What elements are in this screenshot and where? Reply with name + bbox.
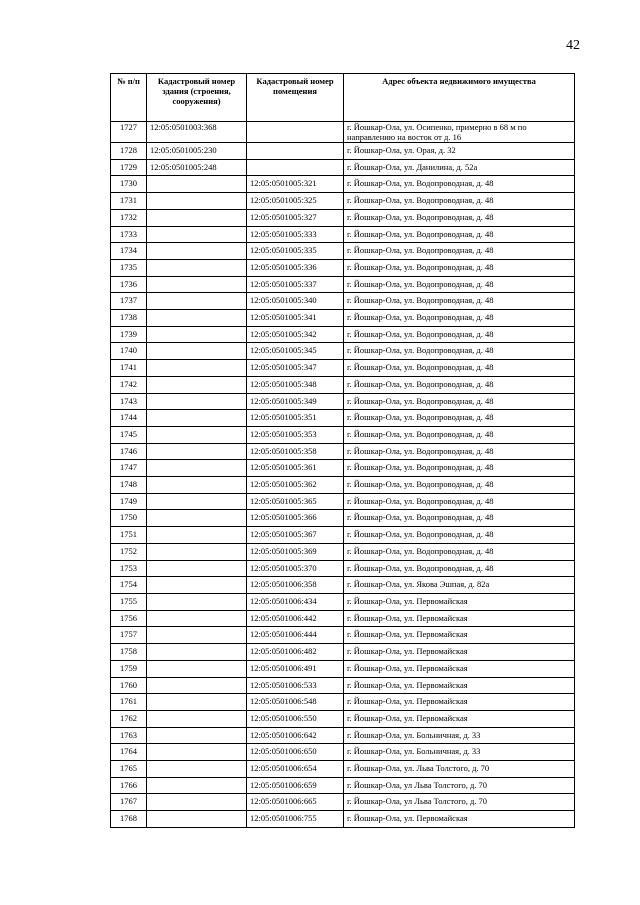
- building-cadastral-cell: [147, 777, 247, 794]
- building-cadastral-cell: [147, 761, 247, 778]
- premises-cadastral-cell: 12:05:0501005:327: [247, 209, 344, 226]
- address-cell: г. Йошкар-Ола, ул. Водопроводная, д. 48: [344, 443, 575, 460]
- row-number-cell: 1734: [111, 243, 147, 260]
- table-row: [111, 493, 575, 510]
- address-cell: г. Йошкар-Ола, ул. Первомайская: [344, 677, 575, 694]
- table-row: [111, 209, 575, 226]
- table-row: [111, 727, 575, 744]
- row-number-cell: 1735: [111, 259, 147, 276]
- premises-cadastral-cell: [247, 122, 344, 143]
- premises-cadastral-cell: 12:05:0501005:341: [247, 310, 344, 327]
- table-header-row: [111, 74, 575, 122]
- row-number-cell: 1749: [111, 493, 147, 510]
- row-number-cell: 1758: [111, 644, 147, 661]
- table-row: [111, 293, 575, 310]
- building-cadastral-cell: [147, 326, 247, 343]
- row-number-cell: 1733: [111, 226, 147, 243]
- address-cell: г. Йошкар-Ола, ул. Водопроводная, д. 48: [344, 376, 575, 393]
- address-cell: г. Йошкар-Ола, ул. Водопроводная, д. 48: [344, 410, 575, 427]
- premises-cadastral-cell: 12:05:0501005:348: [247, 376, 344, 393]
- address-cell: г. Йошкар-Ола, ул. Водопроводная, д. 48: [344, 326, 575, 343]
- building-cadastral-cell: [147, 460, 247, 477]
- premises-cadastral-cell: 12:05:0501006:434: [247, 593, 344, 610]
- building-cadastral-cell: [147, 193, 247, 210]
- building-cadastral-cell: [147, 243, 247, 260]
- table-row: [111, 761, 575, 778]
- building-cadastral-cell: 12:05:0501005:248: [147, 159, 247, 176]
- building-cadastral-cell: 12:05:0501003:368: [147, 122, 247, 143]
- building-cadastral-cell: [147, 694, 247, 711]
- address-cell: г. Йошкар-Ола, ул. Первомайская: [344, 811, 575, 828]
- row-number-cell: 1753: [111, 560, 147, 577]
- building-cadastral-cell: [147, 560, 247, 577]
- premises-cadastral-cell: 12:05:0501006:444: [247, 627, 344, 644]
- table-row: [111, 777, 575, 794]
- header-building-cadastral: Кадастровый номер здания (строения, сооружения): [147, 74, 247, 122]
- table-row: [111, 694, 575, 711]
- building-cadastral-cell: [147, 710, 247, 727]
- address-cell: г. Йошкар-Ола, ул. Водопроводная, д. 48: [344, 176, 575, 193]
- row-number-cell: 1739: [111, 326, 147, 343]
- address-cell: г. Йошкар-Ола, ул. Водопроводная, д. 48: [344, 293, 575, 310]
- table-row: [111, 226, 575, 243]
- premises-cadastral-cell: 12:05:0501006:548: [247, 694, 344, 711]
- address-cell: г. Йошкар-Ола, ул. Первомайская: [344, 627, 575, 644]
- table-row: [111, 710, 575, 727]
- row-number-cell: 1754: [111, 577, 147, 594]
- address-cell: г. Йошкар-Ола, ул. Больничная, д. 33: [344, 744, 575, 761]
- premises-cadastral-cell: [247, 143, 344, 160]
- premises-cadastral-cell: 12:05:0501005:336: [247, 259, 344, 276]
- address-cell: г. Йошкар-Ола, ул. Водопроводная, д. 48: [344, 460, 575, 477]
- row-number-cell: 1744: [111, 410, 147, 427]
- row-number-cell: 1761: [111, 694, 147, 711]
- address-cell: г. Йошкар-Ола, ул Льва Толстого, д. 70: [344, 794, 575, 811]
- building-cadastral-cell: [147, 226, 247, 243]
- building-cadastral-cell: [147, 310, 247, 327]
- premises-cadastral-cell: 12:05:0501006:755: [247, 811, 344, 828]
- header-premises-cadastral: Кадастровый номер помещения: [247, 74, 344, 122]
- premises-cadastral-cell: 12:05:0501005:345: [247, 343, 344, 360]
- building-cadastral-cell: [147, 744, 247, 761]
- address-cell: г. Йошкар-Ола, ул. Водопроводная, д. 48: [344, 393, 575, 410]
- premises-cadastral-cell: 12:05:0501006:650: [247, 744, 344, 761]
- row-number-cell: 1738: [111, 310, 147, 327]
- building-cadastral-cell: [147, 627, 247, 644]
- row-number-cell: 1745: [111, 426, 147, 443]
- premises-cadastral-cell: 12:05:0501006:442: [247, 610, 344, 627]
- address-cell: г. Йошкар-Ола, ул. Водопроводная, д. 48: [344, 560, 575, 577]
- building-cadastral-cell: [147, 543, 247, 560]
- building-cadastral-cell: 12:05:0501005:230: [147, 143, 247, 160]
- building-cadastral-cell: [147, 410, 247, 427]
- premises-cadastral-cell: 12:05:0501005:337: [247, 276, 344, 293]
- row-number-cell: 1736: [111, 276, 147, 293]
- address-cell: г. Йошкар-Ола, ул. Якова Эшпая, д. 82а: [344, 577, 575, 594]
- building-cadastral-cell: [147, 343, 247, 360]
- row-number-cell: 1731: [111, 193, 147, 210]
- premises-cadastral-cell: 12:05:0501005:369: [247, 543, 344, 560]
- row-number-cell: 1757: [111, 627, 147, 644]
- premises-cadastral-cell: 12:05:0501006:654: [247, 761, 344, 778]
- premises-cadastral-cell: 12:05:0501005:333: [247, 226, 344, 243]
- premises-cadastral-cell: 12:05:0501006:659: [247, 777, 344, 794]
- premises-cadastral-cell: 12:05:0501005:321: [247, 176, 344, 193]
- table-row: [111, 360, 575, 377]
- table-row: [111, 744, 575, 761]
- building-cadastral-cell: [147, 610, 247, 627]
- premises-cadastral-cell: 12:05:0501005:358: [247, 443, 344, 460]
- address-cell: г. Йошкар-Ола, ул. Водопроводная, д. 48: [344, 360, 575, 377]
- building-cadastral-cell: [147, 644, 247, 661]
- table-row: [111, 811, 575, 828]
- address-cell: г. Йошкар-Ола, ул. Больничная, д. 33: [344, 727, 575, 744]
- premises-cadastral-cell: 12:05:0501005:349: [247, 393, 344, 410]
- table-row: [111, 193, 575, 210]
- table-row: [111, 660, 575, 677]
- address-cell: г. Йошкар-Ола, ул. Водопроводная, д. 48: [344, 477, 575, 494]
- address-cell: г. Йошкар-Ола, ул. Первомайская: [344, 610, 575, 627]
- row-number-cell: 1752: [111, 543, 147, 560]
- address-cell: г. Йошкар-Ола, ул. Водопроводная, д. 48: [344, 226, 575, 243]
- building-cadastral-cell: [147, 577, 247, 594]
- address-cell: г. Йошкар-Ола, ул. Осипенко, примерно в 68 м по направлению на восток от д. 16: [344, 122, 575, 143]
- premises-cadastral-cell: 12:05:0501005:335: [247, 243, 344, 260]
- address-cell: г. Йошкар-Ола, ул Льва Толстого, д. 70: [344, 777, 575, 794]
- row-number-cell: 1760: [111, 677, 147, 694]
- row-number-cell: 1729: [111, 159, 147, 176]
- table-row: [111, 443, 575, 460]
- address-cell: г. Йошкар-Ола, ул. Водопроводная, д. 48: [344, 243, 575, 260]
- address-cell: г. Йошкар-Ола, ул. Водопроводная, д. 48: [344, 276, 575, 293]
- address-cell: г. Йошкар-Ола, ул. Первомайская: [344, 644, 575, 661]
- premises-cadastral-cell: 12:05:0501005:340: [247, 293, 344, 310]
- table-row: [111, 543, 575, 560]
- row-number-cell: 1747: [111, 460, 147, 477]
- address-cell: г. Йошкар-Ола, ул. Водопроводная, д. 48: [344, 527, 575, 544]
- premises-cadastral-cell: 12:05:0501005:370: [247, 560, 344, 577]
- table-row: [111, 243, 575, 260]
- premises-cadastral-cell: 12:05:0501005:351: [247, 410, 344, 427]
- building-cadastral-cell: [147, 477, 247, 494]
- row-number-cell: 1763: [111, 727, 147, 744]
- building-cadastral-cell: [147, 293, 247, 310]
- table-row: [111, 460, 575, 477]
- header-address: Адрес объекта недвижимого имущества: [344, 74, 575, 122]
- address-cell: г. Йошкар-Ола, ул. Первомайская: [344, 660, 575, 677]
- table-row: [111, 259, 575, 276]
- property-register-table: [110, 73, 575, 828]
- page-number: 42: [566, 38, 580, 53]
- row-number-cell: 1755: [111, 593, 147, 610]
- address-cell: г. Йошкар-Ола, ул. Водопроводная, д. 48: [344, 510, 575, 527]
- building-cadastral-cell: [147, 677, 247, 694]
- address-cell: г. Йошкар-Ола, ул. Орая, д. 32: [344, 143, 575, 160]
- premises-cadastral-cell: 12:05:0501005:366: [247, 510, 344, 527]
- table-row: [111, 122, 575, 143]
- table-row: [111, 310, 575, 327]
- row-number-cell: 1756: [111, 610, 147, 627]
- premises-cadastral-cell: 12:05:0501006:482: [247, 644, 344, 661]
- table-row: [111, 477, 575, 494]
- table-row: [111, 343, 575, 360]
- building-cadastral-cell: [147, 727, 247, 744]
- address-cell: г. Йошкар-Ола, ул. Водопроводная, д. 48: [344, 193, 575, 210]
- row-number-cell: 1746: [111, 443, 147, 460]
- building-cadastral-cell: [147, 794, 247, 811]
- row-number-cell: 1748: [111, 477, 147, 494]
- row-number-cell: 1737: [111, 293, 147, 310]
- building-cadastral-cell: [147, 443, 247, 460]
- table-row: [111, 644, 575, 661]
- table-row: [111, 794, 575, 811]
- premises-cadastral-cell: 12:05:0501005:342: [247, 326, 344, 343]
- building-cadastral-cell: [147, 527, 247, 544]
- table-row: [111, 610, 575, 627]
- row-number-cell: 1742: [111, 376, 147, 393]
- premises-cadastral-cell: 12:05:0501005:365: [247, 493, 344, 510]
- header-row-number: № п/п: [111, 74, 147, 122]
- building-cadastral-cell: [147, 811, 247, 828]
- premises-cadastral-cell: 12:05:0501005:362: [247, 477, 344, 494]
- address-cell: г. Йошкар-Ола, ул. Первомайская: [344, 593, 575, 610]
- building-cadastral-cell: [147, 360, 247, 377]
- building-cadastral-cell: [147, 426, 247, 443]
- table-row: [111, 276, 575, 293]
- table-row: [111, 627, 575, 644]
- row-number-cell: 1767: [111, 794, 147, 811]
- building-cadastral-cell: [147, 393, 247, 410]
- building-cadastral-cell: [147, 493, 247, 510]
- row-number-cell: 1759: [111, 660, 147, 677]
- row-number-cell: 1727: [111, 122, 147, 143]
- table-row: [111, 577, 575, 594]
- row-number-cell: 1728: [111, 143, 147, 160]
- building-cadastral-cell: [147, 593, 247, 610]
- address-cell: г. Йошкар-Ола, ул. Водопроводная, д. 48: [344, 426, 575, 443]
- row-number-cell: 1732: [111, 209, 147, 226]
- premises-cadastral-cell: 12:05:0501005:353: [247, 426, 344, 443]
- premises-cadastral-cell: 12:05:0501006:358: [247, 577, 344, 594]
- row-number-cell: 1730: [111, 176, 147, 193]
- row-number-cell: 1762: [111, 710, 147, 727]
- premises-cadastral-cell: 12:05:0501006:665: [247, 794, 344, 811]
- building-cadastral-cell: [147, 259, 247, 276]
- table-row: [111, 159, 575, 176]
- row-number-cell: 1751: [111, 527, 147, 544]
- building-cadastral-cell: [147, 376, 247, 393]
- premises-cadastral-cell: 12:05:0501005:325: [247, 193, 344, 210]
- building-cadastral-cell: [147, 276, 247, 293]
- table-row: [111, 527, 575, 544]
- table-row: [111, 376, 575, 393]
- address-cell: г. Йошкар-Ола, ул. Водопроводная, д. 48: [344, 343, 575, 360]
- table-row: [111, 326, 575, 343]
- address-cell: г. Йошкар-Ола, ул. Водопроводная, д. 48: [344, 493, 575, 510]
- table-row: [111, 176, 575, 193]
- address-cell: г. Йошкар-Ола, ул. Первомайская: [344, 710, 575, 727]
- building-cadastral-cell: [147, 510, 247, 527]
- row-number-cell: 1750: [111, 510, 147, 527]
- address-cell: г. Йошкар-Ола, ул. Водопроводная, д. 48: [344, 259, 575, 276]
- row-number-cell: 1741: [111, 360, 147, 377]
- address-cell: г. Йошкар-Ола, ул. Первомайская: [344, 694, 575, 711]
- address-cell: г. Йошкар-Ола, ул. Данилина, д. 52а: [344, 159, 575, 176]
- premises-cadastral-cell: 12:05:0501006:533: [247, 677, 344, 694]
- building-cadastral-cell: [147, 176, 247, 193]
- premises-cadastral-cell: 12:05:0501006:491: [247, 660, 344, 677]
- premises-cadastral-cell: 12:05:0501006:550: [247, 710, 344, 727]
- table-row: [111, 426, 575, 443]
- premises-cadastral-cell: 12:05:0501005:367: [247, 527, 344, 544]
- row-number-cell: 1764: [111, 744, 147, 761]
- address-cell: г. Йошкар-Ола, ул. Водопроводная, д. 48: [344, 543, 575, 560]
- premises-cadastral-cell: [247, 159, 344, 176]
- table-row: [111, 410, 575, 427]
- table-row: [111, 593, 575, 610]
- row-number-cell: 1743: [111, 393, 147, 410]
- premises-cadastral-cell: 12:05:0501006:642: [247, 727, 344, 744]
- table-row: [111, 677, 575, 694]
- row-number-cell: 1765: [111, 761, 147, 778]
- address-cell: г. Йошкар-Ола, ул. Водопроводная, д. 48: [344, 209, 575, 226]
- building-cadastral-cell: [147, 660, 247, 677]
- building-cadastral-cell: [147, 209, 247, 226]
- row-number-cell: 1766: [111, 777, 147, 794]
- row-number-cell: 1768: [111, 811, 147, 828]
- premises-cadastral-cell: 12:05:0501005:361: [247, 460, 344, 477]
- table-row: [111, 560, 575, 577]
- table-row: [111, 393, 575, 410]
- premises-cadastral-cell: 12:05:0501005:347: [247, 360, 344, 377]
- table-row: [111, 143, 575, 160]
- table-row: [111, 510, 575, 527]
- address-cell: г. Йошкар-Ола, ул. Водопроводная, д. 48: [344, 310, 575, 327]
- address-cell: г. Йошкар-Ола, ул. Льва Толстого, д. 70: [344, 761, 575, 778]
- row-number-cell: 1740: [111, 343, 147, 360]
